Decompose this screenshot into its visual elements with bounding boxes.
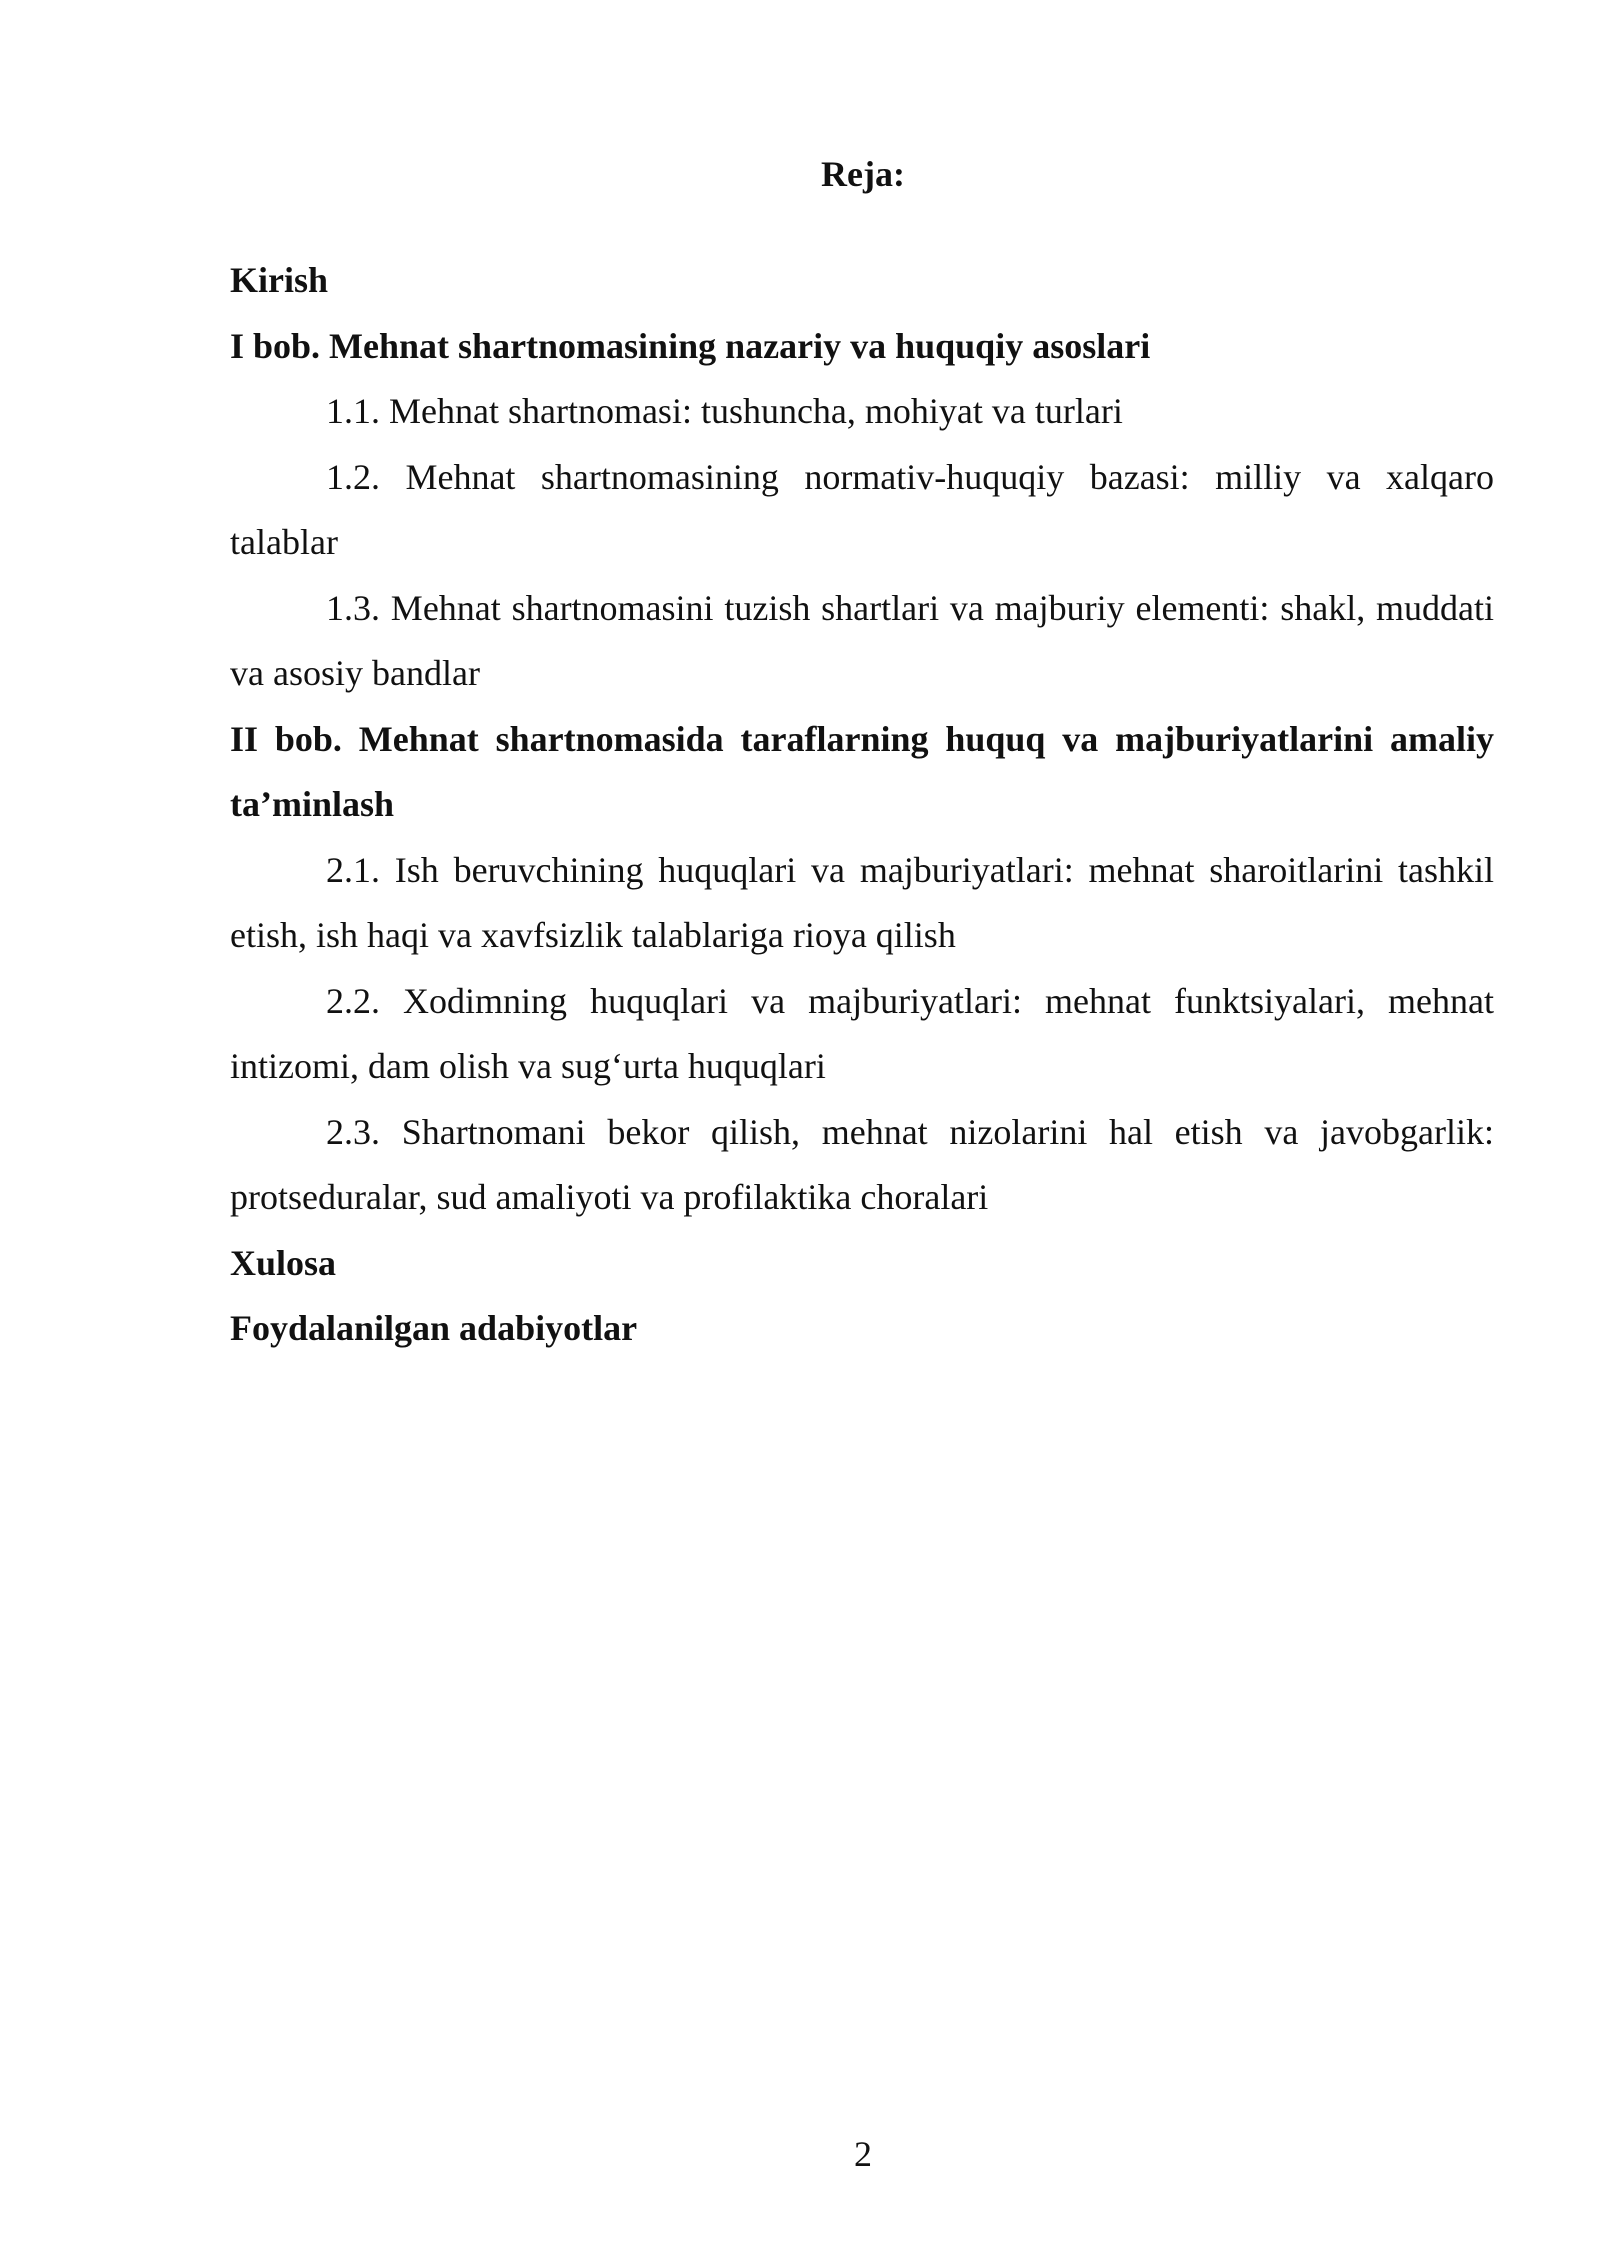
toc-section-1-3: 1.3. Mehnat shartnomasini tuzish shartlari va majburiy elementi: shakl, muddati va asosiy bandlar xyxy=(230,587,1494,693)
toc-section-1-2: 1.2. Mehnat shartnomasining normativ-huquqiy bazasi: milliy va xalqaro talablar xyxy=(230,456,1494,562)
toc-conclusion: Xulosa xyxy=(230,1242,337,1283)
toc-section-2-2: 2.2. Xodimning huquqlari va majburiyatlari: mehnat funktsiyalari, mehnat intizomi, dam olish va sug‘urta huquqlari xyxy=(230,980,1494,1086)
toc-section-2-3: 2.3. Shartnomani bekor qilish, mehnat nizolarini hal etish va javobgarlik: protseduralar, sud amaliyoti va profilaktika choralari xyxy=(230,1111,1494,1217)
toc-references: Foydalanilgan adabiyotlar xyxy=(230,1308,638,1348)
toc-introduction: Kirish xyxy=(230,260,329,300)
page-number: 2 xyxy=(854,2134,872,2174)
toc-section-2-1: 2.1. Ish beruvchining huquqlari va majburiyatlari: mehnat sharoitlarini tashkil etish, ish haqi va xavfsizlik talablariga rioya qilish xyxy=(230,849,1494,955)
toc-chapter-1-heading: I bob. Mehnat shartnomasining nazariy va huquqiy asoslari xyxy=(230,325,1151,366)
table-of-contents xyxy=(230,248,1494,1362)
toc-section-1-1: 1.1. Mehnat shartnomasi: tushuncha, mohiyat va turlari xyxy=(326,391,1123,431)
page-title: Reja: xyxy=(821,154,905,194)
toc-chapter-2-heading: II bob. Mehnat shartnomasida taraflarning huquq va majburiyatlarini amaliy ta’minlash xyxy=(230,718,1494,824)
